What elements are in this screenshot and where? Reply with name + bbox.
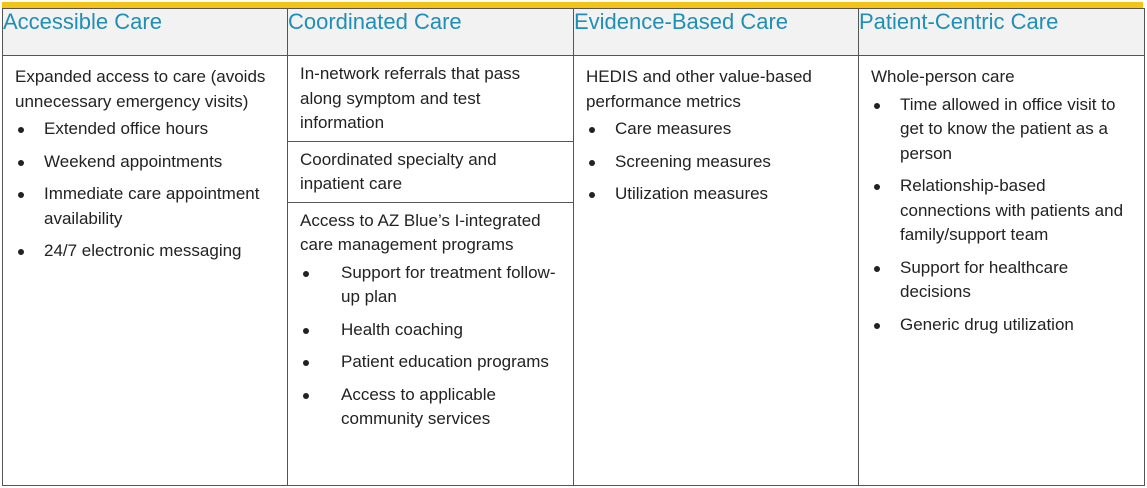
care-table [2,8,1145,486]
list-item: Screening measures [586,150,846,175]
list-item: Time allowed in office visit to get to know the patient as a person [871,93,1132,167]
referrals-text: In-network referrals that pass along symptom and test information [300,64,521,132]
evidence-list [586,117,846,207]
referrals-block [288,56,573,142]
list-item: Care measures [586,117,846,142]
list-item: Access to applicable community services [300,383,561,432]
list-item: Patient education programs [300,350,561,375]
specialty-text: Coordinated specialty and inpatient care [300,149,497,193]
coordinated-care-cell [288,56,574,486]
programs-list [300,261,561,432]
patient-list [871,93,1132,338]
list-item: Support for healthcare decisions [871,256,1132,305]
heading-accessible-care: Accessible Care [3,9,288,56]
list-item: Support for treatment follow-up plan [300,261,561,310]
list-item: Relationship-based connections with patients and family/support team [871,174,1132,248]
header-row [3,9,1145,56]
patient-centric-care-cell [859,56,1145,486]
list-item: Weekend appointments [15,150,275,175]
list-item: Generic drug utilization [871,313,1132,338]
body-row [3,56,1145,486]
accessible-intro: Expanded access to care (avoids unnecessary emergency visits) [15,67,266,111]
evidence-based-care-cell [574,56,859,486]
patient-intro: Whole-person care [871,67,1015,86]
list-item: Utilization measures [586,182,846,207]
accessible-list [15,117,275,264]
list-item: Extended office hours [15,117,275,142]
evidence-intro: HEDIS and other value-based performance metrics [586,67,812,111]
heading-patient-centric-care: Patient-Centric Care [859,9,1145,56]
heading-evidence-based-care: Evidence-Based Care [574,9,859,56]
list-item: 24/7 electronic messaging [15,239,275,264]
list-item: Immediate care appointment availability [15,182,275,231]
programs-intro: Access to AZ Blue’s I-integrated care management programs [300,210,541,254]
programs-block [288,203,573,445]
heading-coordinated-care: Coordinated Care [288,9,574,56]
accessible-care-cell [3,56,288,486]
specialty-block [288,142,573,203]
list-item: Health coaching [300,318,561,343]
